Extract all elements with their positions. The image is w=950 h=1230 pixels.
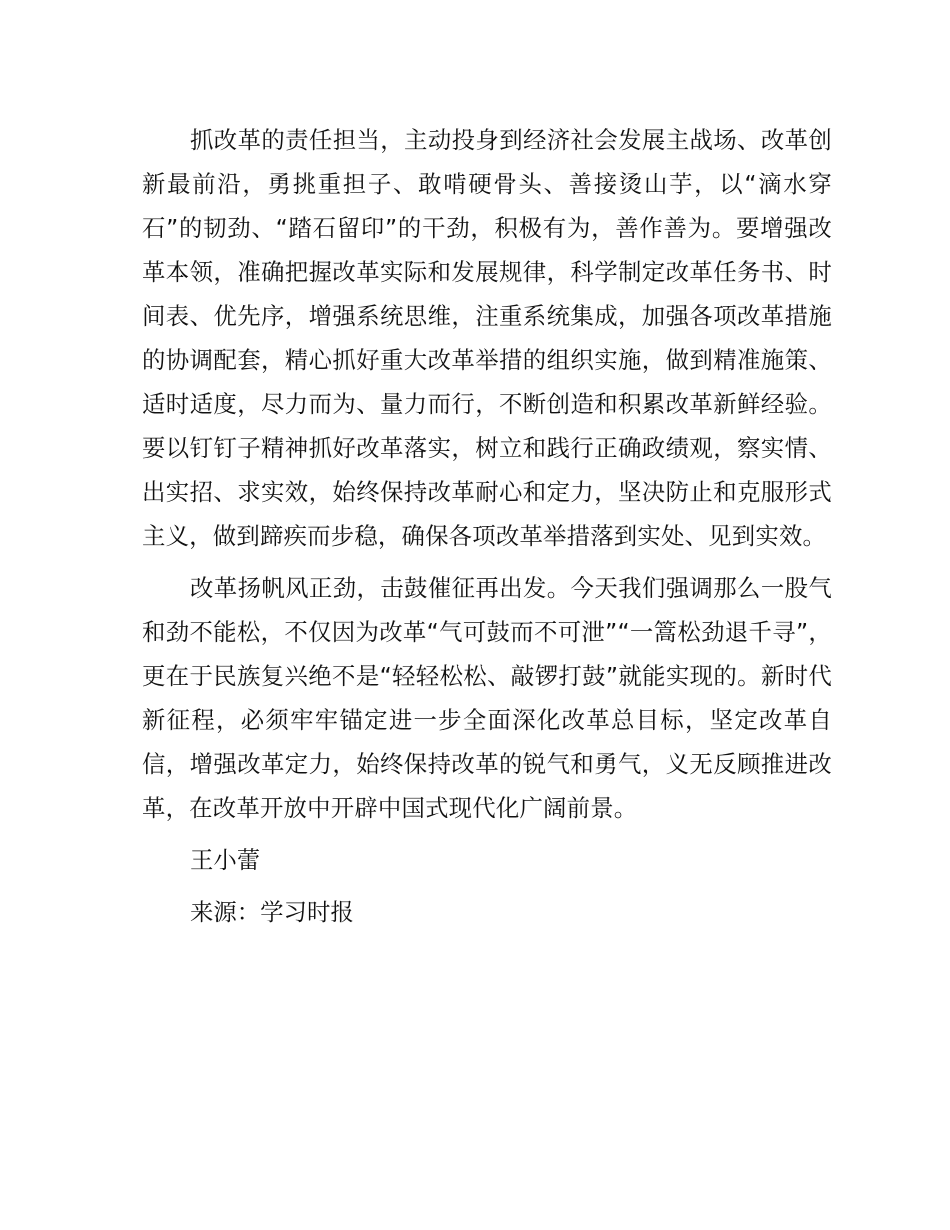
author-name: 王小蕾 bbox=[190, 846, 261, 874]
source-line: 来源：学习时报 bbox=[190, 898, 354, 926]
document-page bbox=[142, 118, 832, 942]
paragraph-reform-momentum: 改革扬帆风正劲，击鼓催征再出发。今天我们强调那么一股气和劲不能松，不仅因为改革“气可鼓而不可泄”“一篙松劲退千寻”，更在于民族复兴绝不是“轻轻松松、敲锣打鼓”就能实现的。新时代新征程，必须牢牢锚定进一步全面深化改革总目标，坚定改革自信，增强改革定力，始终保持改革的锐气和勇气，义无反顾推进改革，在改革开放中开辟中国式现代化广阔前景。 bbox=[142, 574, 832, 822]
paragraph-reform-responsibility: 抓改革的责任担当，主动投身到经济社会发展主战场、改革创新最前沿，勇挑重担子、敢啃硬骨头、善接烫山芋，以“滴水穿石”的韧劲、“踏石留印”的干劲，积极有为，善作善为。要增强改革本领，准确把握改革实际和发展规律，科学制定改革任务书、时间表、优先序，增强系统思维，注重系统集成，加强各项改革措施的协调配套，精心抓好重大改革举措的组织实施，做到精准施策、适时适度，尽力而为、量力而行，不断创造和积累改革新鲜经验。要以钉钉子精神抓好改革落实，树立和践行正确政绩观，察实情、出实招、求实效，始终保持改革耐心和定力，坚决防止和克服形式主义，做到蹄疾而步稳，确保各项改革举措落到实处、见到实效。 bbox=[142, 126, 832, 550]
